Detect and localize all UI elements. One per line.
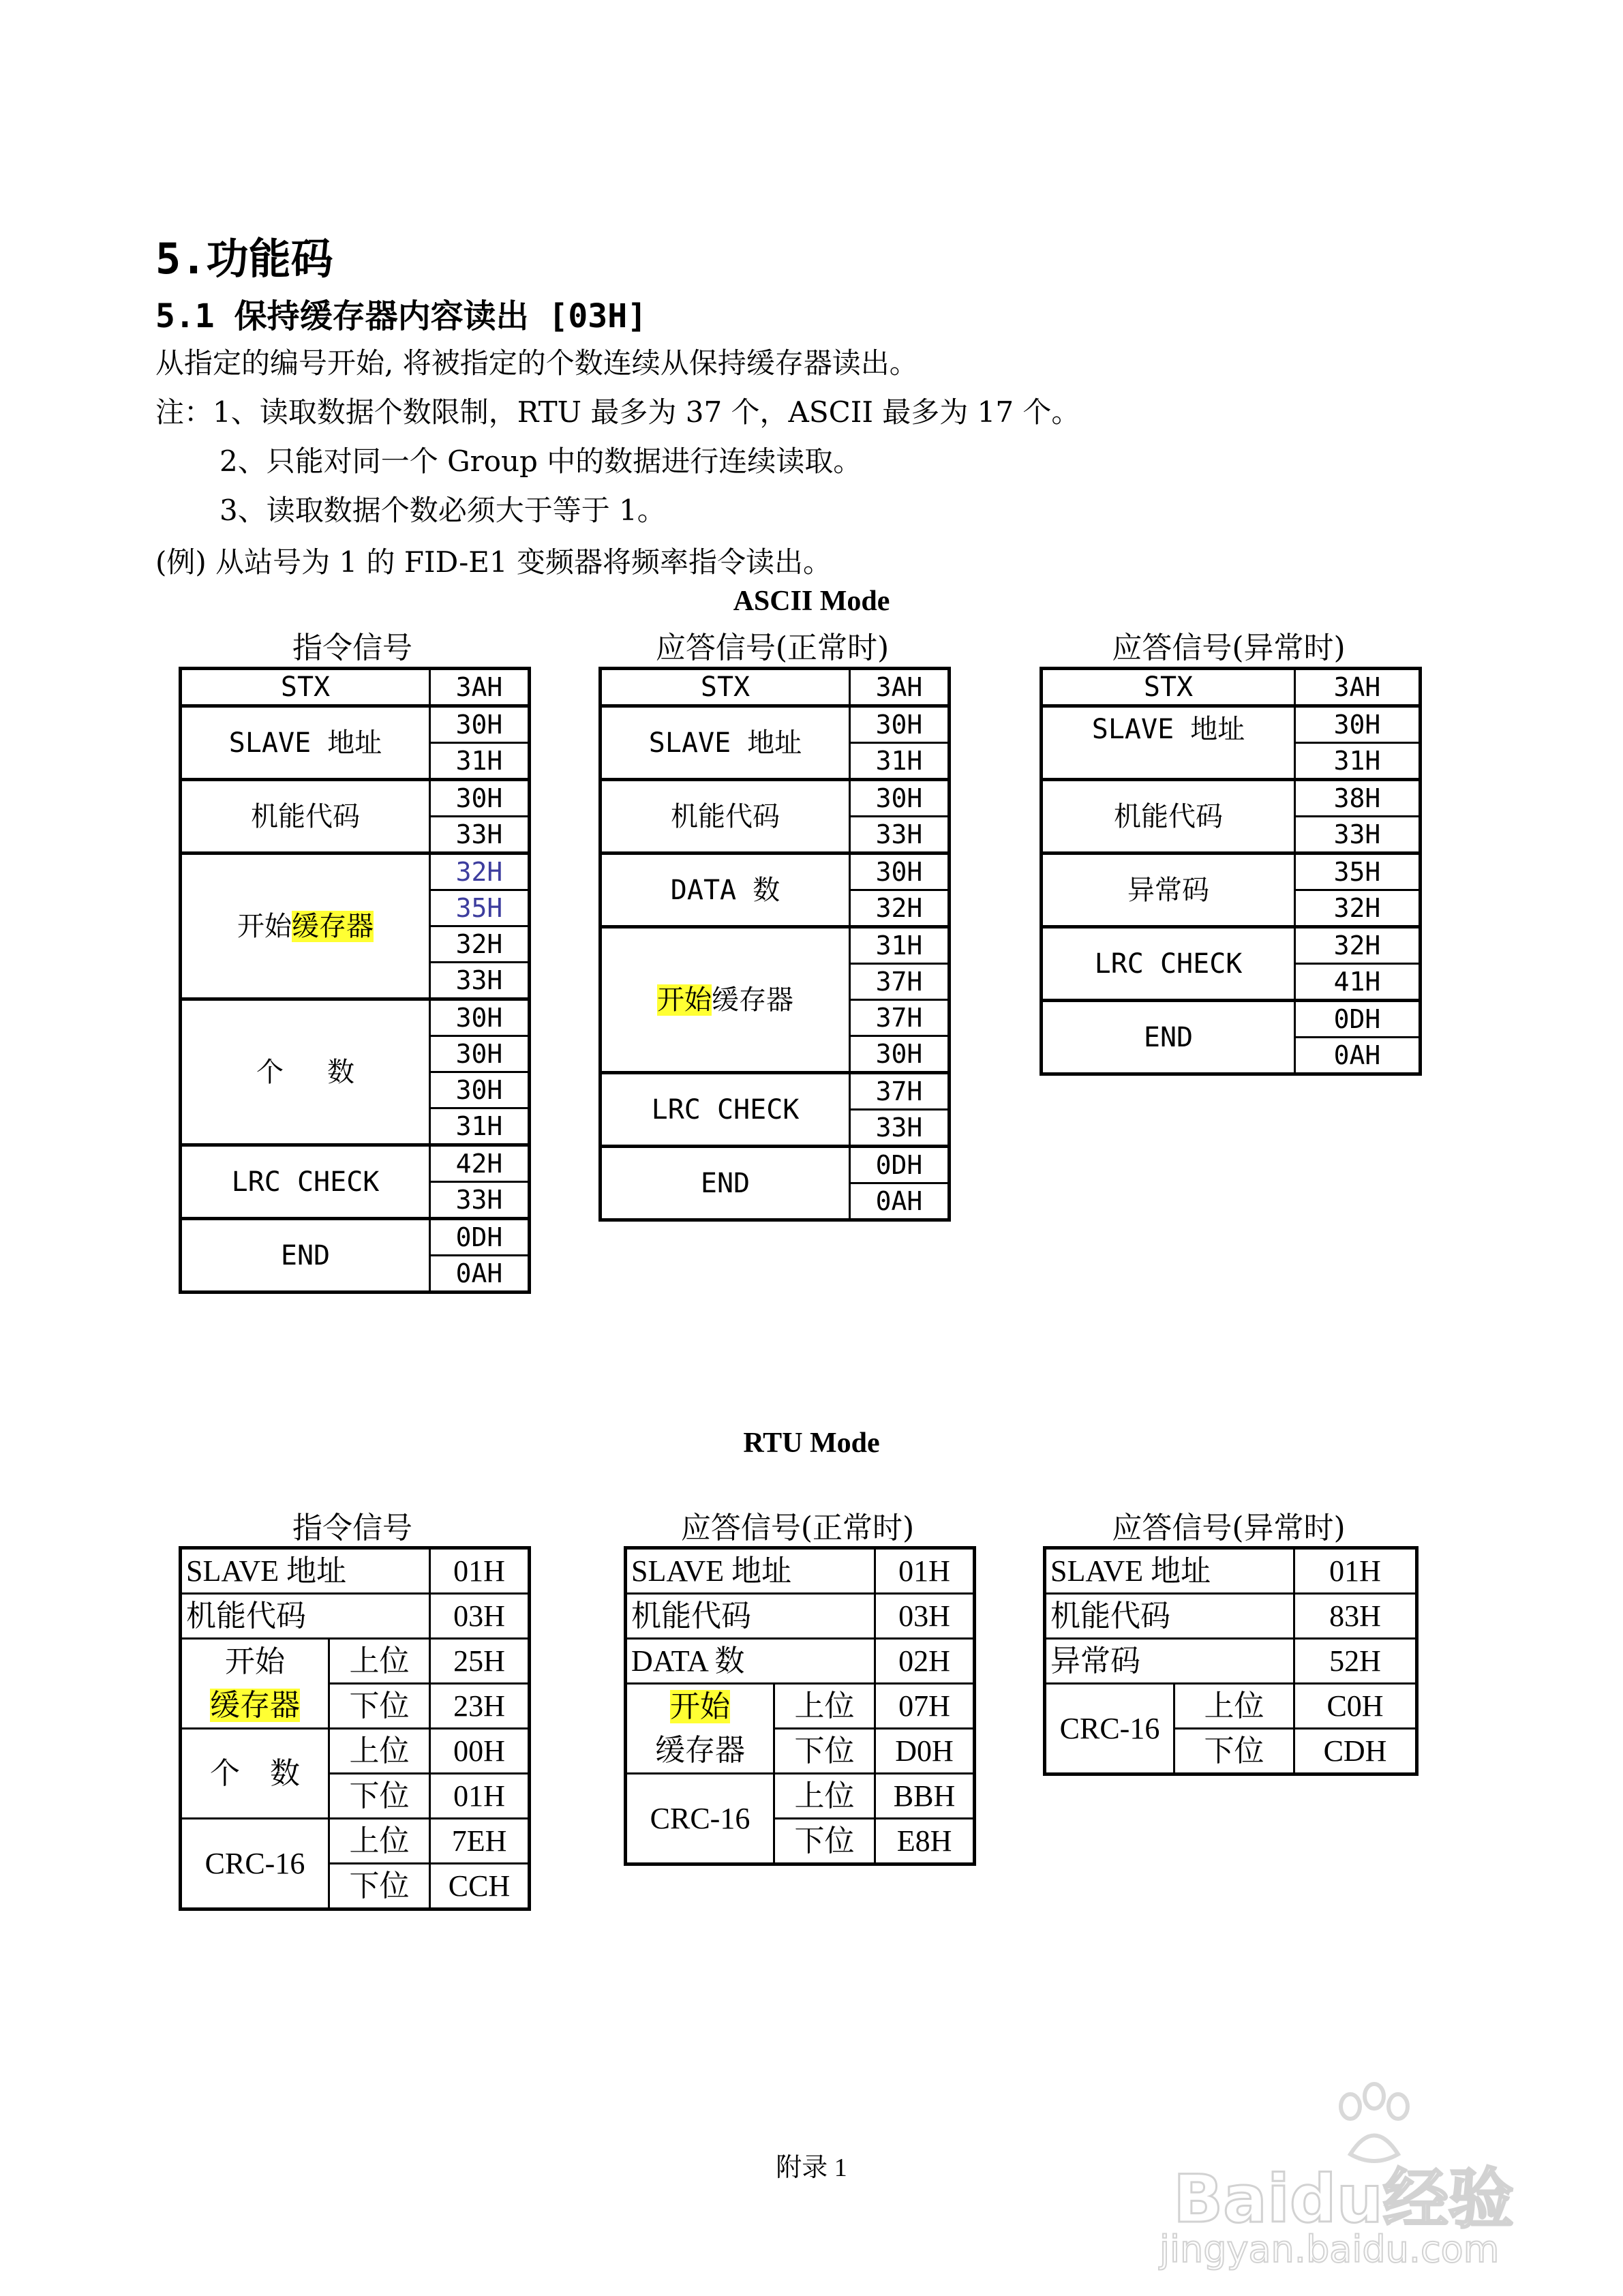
ascii-command-caption: 指令信号 <box>292 631 412 665</box>
start-lo-label: 下位 <box>774 1729 875 1774</box>
lrc-value-1: 42H <box>430 1145 530 1182</box>
page-footer: 附录 1 <box>776 2154 847 2182</box>
func-value-2: 33H <box>430 817 530 854</box>
error-code-label: 异常码 <box>1045 1639 1294 1684</box>
start-lo-value: 23H <box>430 1684 530 1729</box>
func-value: 83H <box>1294 1594 1417 1639</box>
stx-value: 3AH <box>850 669 950 706</box>
start-value-4: 30H <box>850 1036 950 1073</box>
end-value-2: 0AH <box>850 1183 950 1220</box>
start-hi-value: 07H <box>875 1684 975 1729</box>
slave-value: 01H <box>430 1548 530 1594</box>
ascii-normal-table <box>598 667 951 1222</box>
count-value-4: 31H <box>430 1108 530 1145</box>
count-label: 个 数 <box>181 1729 329 1819</box>
lrc-value-1: 32H <box>1295 927 1421 964</box>
rtu-normal-caption: 应答信号(正常时) <box>680 1511 915 1545</box>
rtu-error-table <box>1043 1546 1419 1776</box>
crc-hi-value: C0H <box>1294 1684 1417 1729</box>
func-label: 机能代码 <box>1045 1594 1294 1639</box>
slave-value-2: 31H <box>1295 743 1421 780</box>
crc-hi-value: 7EH <box>430 1819 530 1864</box>
stx-label: STX <box>601 669 850 706</box>
func-label: 机能代码 <box>601 780 850 854</box>
start-hi-label: 上位 <box>774 1684 875 1729</box>
count-value-2: 30H <box>430 1036 530 1072</box>
stx-value: 3AH <box>430 669 530 706</box>
count-lo-label: 下位 <box>329 1774 430 1819</box>
watermark-url: jingyan.baidu.com <box>1159 2228 1500 2271</box>
slave-value-2: 31H <box>850 743 950 780</box>
lrc-label: LRC CHECK <box>1042 927 1295 1001</box>
crc-lo-label: 下位 <box>1174 1729 1294 1774</box>
end-value-2: 0AH <box>1295 1038 1421 1074</box>
start-value-3: 32H <box>430 926 530 963</box>
start-value-3: 37H <box>850 1000 950 1036</box>
start-hi-label: 上位 <box>329 1639 430 1684</box>
ascii-mode-title: ASCII Mode <box>733 586 890 617</box>
end-value-1: 0DH <box>1295 1001 1421 1038</box>
start-register-label <box>626 1684 774 1774</box>
crc-lo-label: 下位 <box>774 1819 875 1864</box>
func-value-1: 30H <box>430 780 530 817</box>
crc-hi-label: 上位 <box>329 1819 430 1864</box>
description-text: 从指定的编号开始, 将被指定的个数连续从保持缓存器读出。 <box>155 346 918 380</box>
slave-label: SLAVE 地址 <box>1045 1548 1294 1594</box>
ascii-command-table <box>179 667 531 1294</box>
crc-lo-label: 下位 <box>329 1864 430 1909</box>
start-label-b: 缓存器 <box>210 1688 300 1722</box>
baidu-watermark <box>1153 2079 1534 2270</box>
note-3: 3、读取数据个数必须大于等于 1。 <box>219 494 666 527</box>
start-label-a: 开始 <box>670 1689 730 1723</box>
start-label-b: 缓存器 <box>712 984 793 1016</box>
count-value-1: 30H <box>430 999 530 1036</box>
slave-value-2: 31H <box>430 743 530 780</box>
func-label: 机能代码 <box>626 1594 875 1639</box>
slave-value: 01H <box>1294 1548 1417 1594</box>
start-value-2: 37H <box>850 964 950 1000</box>
rtu-command-caption: 指令信号 <box>292 1511 412 1545</box>
stx-label: STX <box>181 669 430 706</box>
count-hi-label: 上位 <box>329 1729 430 1774</box>
error-value: 52H <box>1294 1639 1417 1684</box>
end-label: END <box>1042 1001 1295 1074</box>
rtu-error-caption: 应答信号(异常时) <box>1112 1511 1346 1545</box>
subsection-title: 5.1 保持缓存器内容读出 [03H] <box>155 297 647 335</box>
crc-label: CRC-16 <box>1045 1684 1174 1774</box>
func-value-1: 38H <box>1295 780 1421 817</box>
slave-label: SLAVE 地址 <box>626 1548 875 1594</box>
count-lo-value: 01H <box>430 1774 530 1819</box>
func-value-2: 33H <box>1295 817 1421 854</box>
ascii-error-table <box>1040 667 1422 1076</box>
start-label-a: 开始 <box>225 1644 285 1678</box>
end-value-1: 0DH <box>430 1219 530 1256</box>
slave-label: SLAVE 地址 <box>181 706 430 780</box>
crc-hi-label: 上位 <box>1174 1684 1294 1729</box>
start-label-b: 缓存器 <box>655 1733 745 1767</box>
end-label: END <box>181 1219 430 1293</box>
crc-hi-value: BBH <box>875 1774 975 1819</box>
end-value-2: 0AH <box>430 1256 530 1293</box>
start-value-1: 32H <box>430 854 530 890</box>
slave-value-1: 30H <box>850 706 950 743</box>
data-count-label: DATA 数 <box>601 854 850 927</box>
count-label: 个 数 <box>181 999 430 1145</box>
lrc-label: LRC CHECK <box>601 1073 850 1147</box>
stx-label: STX <box>1042 669 1295 706</box>
lrc-value-1: 37H <box>850 1073 950 1110</box>
lrc-value-2: 33H <box>850 1110 950 1147</box>
start-hi-value: 25H <box>430 1639 530 1684</box>
start-lo-value: D0H <box>875 1729 975 1774</box>
func-value-2: 33H <box>850 817 950 854</box>
crc-lo-value: CCH <box>430 1864 530 1909</box>
crc-hi-label: 上位 <box>774 1774 875 1819</box>
note-1: 注：1、读取数据个数限制，RTU 最多为 37 个，ASCII 最多为 17 个。 <box>155 395 1080 429</box>
rtu-command-table <box>179 1546 531 1911</box>
rtu-mode-title: RTU Mode <box>743 1428 880 1459</box>
start-label-a: 开始 <box>237 910 292 942</box>
slave-label: SLAVE 地址 <box>1042 706 1295 780</box>
crc-label: CRC-16 <box>181 1819 329 1909</box>
func-label: 机能代码 <box>181 1594 430 1639</box>
func-label: 机能代码 <box>181 780 430 854</box>
func-label: 机能代码 <box>1042 780 1295 854</box>
data-value-1: 30H <box>850 854 950 890</box>
crc-label: CRC-16 <box>626 1774 774 1864</box>
note-2: 2、只能对同一个 Group 中的数据进行连续读取。 <box>219 444 862 478</box>
crc-lo-value: E8H <box>875 1819 975 1864</box>
end-label: END <box>601 1147 850 1220</box>
func-value: 03H <box>430 1594 530 1639</box>
start-register-label <box>181 854 430 999</box>
rtu-normal-table <box>624 1546 976 1866</box>
start-register-label <box>601 927 850 1073</box>
ascii-error-caption: 应答信号(异常时) <box>1112 631 1346 665</box>
end-value-1: 0DH <box>850 1147 950 1183</box>
start-value-4: 33H <box>430 963 530 999</box>
error-value-2: 32H <box>1295 890 1421 927</box>
func-value: 03H <box>875 1594 975 1639</box>
error-code-label: 异常码 <box>1042 854 1295 927</box>
start-register-label <box>181 1639 329 1729</box>
data-count-label: DATA 数 <box>626 1639 875 1684</box>
start-label-a: 开始 <box>657 984 712 1016</box>
data-value: 02H <box>875 1639 975 1684</box>
ascii-normal-caption: 应答信号(正常时) <box>655 631 890 665</box>
slave-value-1: 30H <box>1295 706 1421 743</box>
start-value-2: 35H <box>430 890 530 926</box>
watermark-brand: Baidu经验 <box>1173 2161 1514 2237</box>
slave-label: SLAVE 地址 <box>181 1548 430 1594</box>
func-value-1: 30H <box>850 780 950 817</box>
section-title: 5.功能码 <box>155 234 333 284</box>
data-value-2: 32H <box>850 890 950 927</box>
example-text: (例) 从站号为 1 的 FID-E1 变频器将频率指令读出。 <box>155 545 832 579</box>
start-label-b: 缓存器 <box>292 910 374 942</box>
lrc-value-2: 33H <box>430 1182 530 1219</box>
crc-lo-value: CDH <box>1294 1729 1417 1774</box>
start-lo-label: 下位 <box>329 1684 430 1729</box>
slave-value-1: 30H <box>430 706 530 743</box>
count-value-3: 30H <box>430 1072 530 1108</box>
lrc-label: LRC CHECK <box>181 1145 430 1219</box>
stx-value: 3AH <box>1295 669 1421 706</box>
lrc-value-2: 41H <box>1295 964 1421 1001</box>
slave-value: 01H <box>875 1548 975 1594</box>
count-hi-value: 00H <box>430 1729 530 1774</box>
start-value-1: 31H <box>850 927 950 964</box>
error-value-1: 35H <box>1295 854 1421 890</box>
slave-label: SLAVE 地址 <box>601 706 850 780</box>
